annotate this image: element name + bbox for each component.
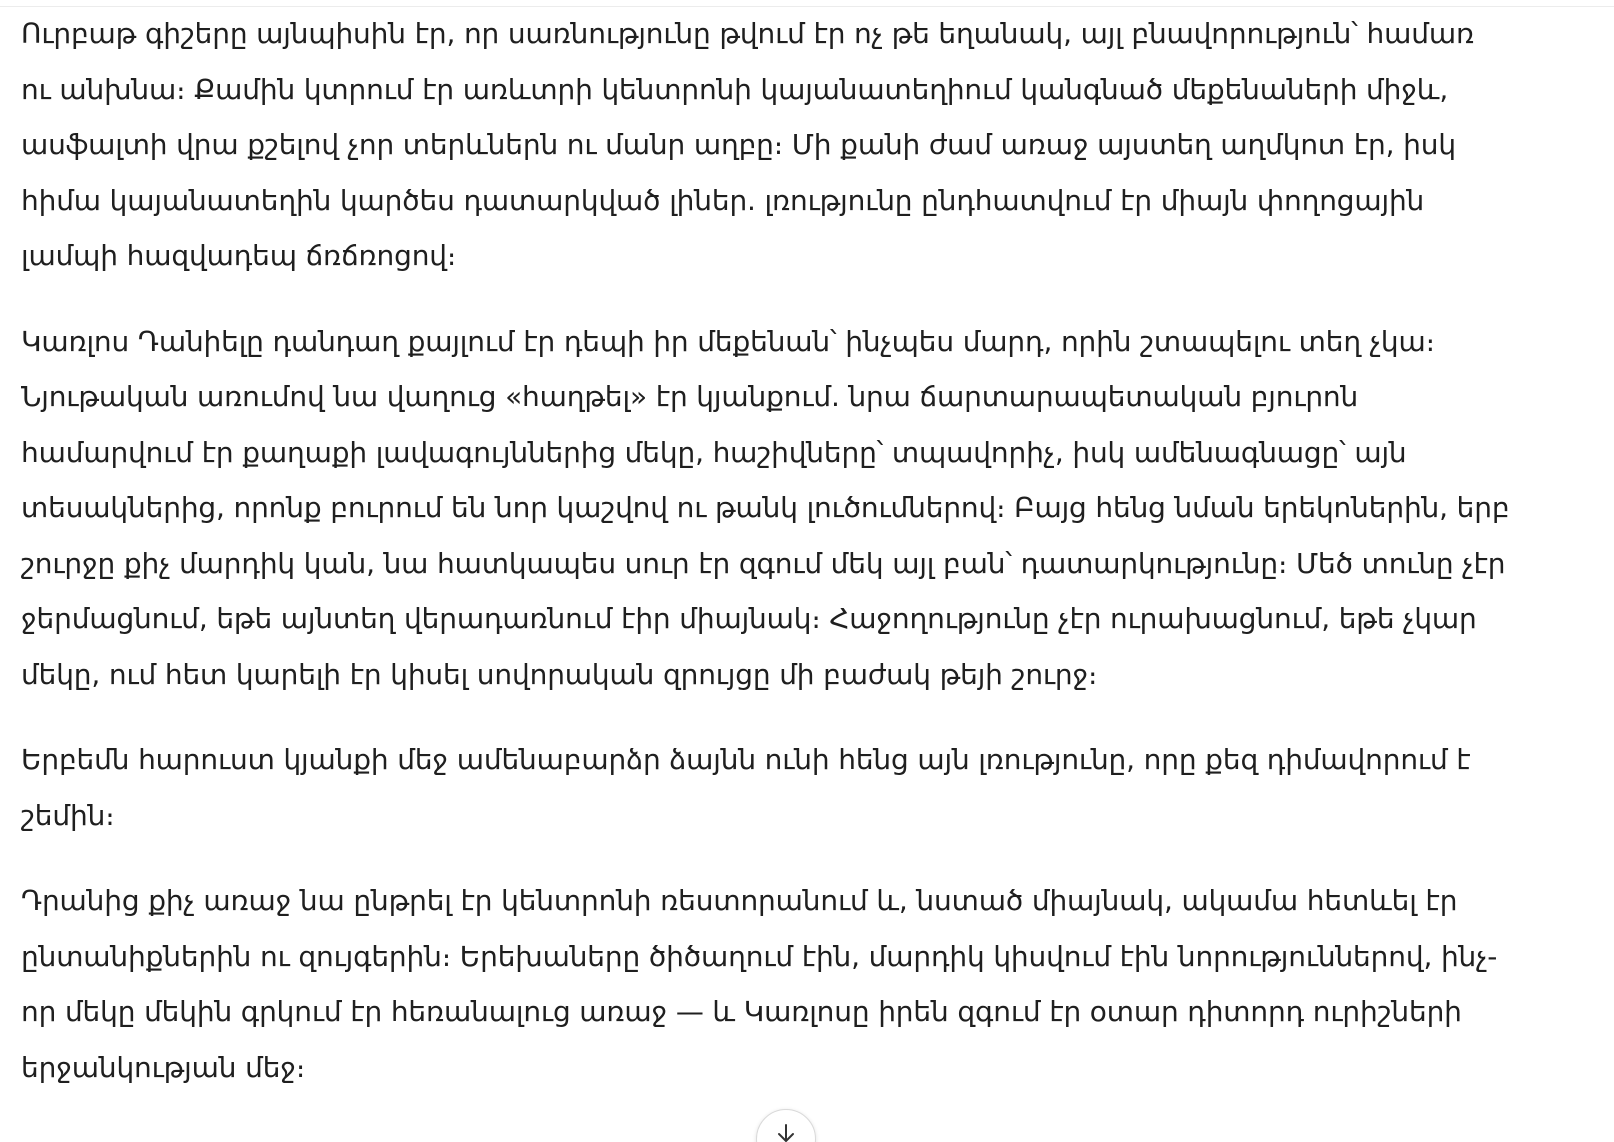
arrow-down-icon: [774, 1122, 798, 1142]
text-line: ընտանիքներին ու զույգերին։ Երեխաները ծիծաղում էին, մարդիկ կիսվում էին նորություններով, ինչ-: [21, 939, 1498, 973]
text-line: Նյութական առումով նա վաղուց «հաղթել» էր կյանքում. նրա ճարտարապետական բյուրոն: [21, 380, 1359, 413]
text-line: մեկը, ում հետ կարելի էր կիսել սովորական զրույցը մի բաժակ թեյի շուրջ։: [21, 657, 1098, 691]
text-line: Երբեմն հարուստ կյանքի մեջ ամենաբարձր ձայնն ունի հենց այն լռությունը, որը քեզ դիմավորում է: [21, 743, 1471, 776]
text-line: Դրանից քիչ առաջ նա ընթրել էր կենտրոնի ռեստորանում և, նստած միայնակ, ակամա հետևել էր: [21, 884, 1458, 917]
text-line: ու անխնա։ Քամին կտրում էր առևտրի կենտրոնի կայանատեղիում կանգնած մեքենաների միջև,: [21, 72, 1449, 106]
text-line: Կառլոս Դանիելը դանդաղ քայլում էր դեպի իր մեքենան՝ ինչպես մարդ, որին շտապելու տեղ չկա։: [21, 324, 1435, 358]
text-line: շուրջը քիչ մարդիկ կան, նա հատկապես սուր էր զգում մեկ այլ բան՝ դատարկությունը։ Մեծ տունը չէր: [21, 546, 1506, 580]
text-line: երջանկության մեջ։: [21, 1050, 306, 1084]
text-line: որ մեկը մեկին գրկում էր հեռանալուց առաջ — և Կառլոսը իրեն զգում էր օտար դիտորդ ուրիշների: [21, 995, 1462, 1028]
article-paragraph: [21, 6, 1581, 284]
text-line: Ուրբաթ գիշերը այնպիսին էր, որ սառնությունը թվում էր ոչ թե եղանակ, այլ բնավորություն՝ համառ: [21, 17, 1474, 50]
text-line: ասֆալտի վրա քշելով չոր տերևներն ու մանր աղբը։ Մի քանի ժամ առաջ այստեղ աղմկոտ էր, իսկ: [21, 128, 1456, 161]
text-line: ջերմացնում, եթե այնտեղ վերադառնում էիր միայնակ։ Հաջողությունը չէր ուրախացնում, եթե չկար: [21, 602, 1477, 635]
text-line: լամպի հազվադեպ ճռճռոցով։: [21, 239, 457, 272]
article-paragraph: [21, 732, 1581, 843]
article-paragraph: [21, 873, 1581, 1095]
text-line: շեմին։: [21, 798, 115, 832]
text-line: հիմա կայանատեղին կարծես դատարկված լիներ. լռությունը ընդհատվում էր միայն փողոցային: [21, 183, 1425, 217]
article-paragraph: [21, 314, 1581, 703]
article-body: [21, 6, 1581, 1125]
text-line: տեսակներից, որոնք բուրում են նոր կաշվով ու թանկ լուծումներով։ Բայց հենց նման երեկոներին, երբ: [21, 491, 1510, 524]
text-line: համարվում էր քաղաքի լավագույններից մեկը, հաշիվները՝ տպավորիչ, իսկ ամենագնացը՝ այն: [21, 435, 1407, 469]
